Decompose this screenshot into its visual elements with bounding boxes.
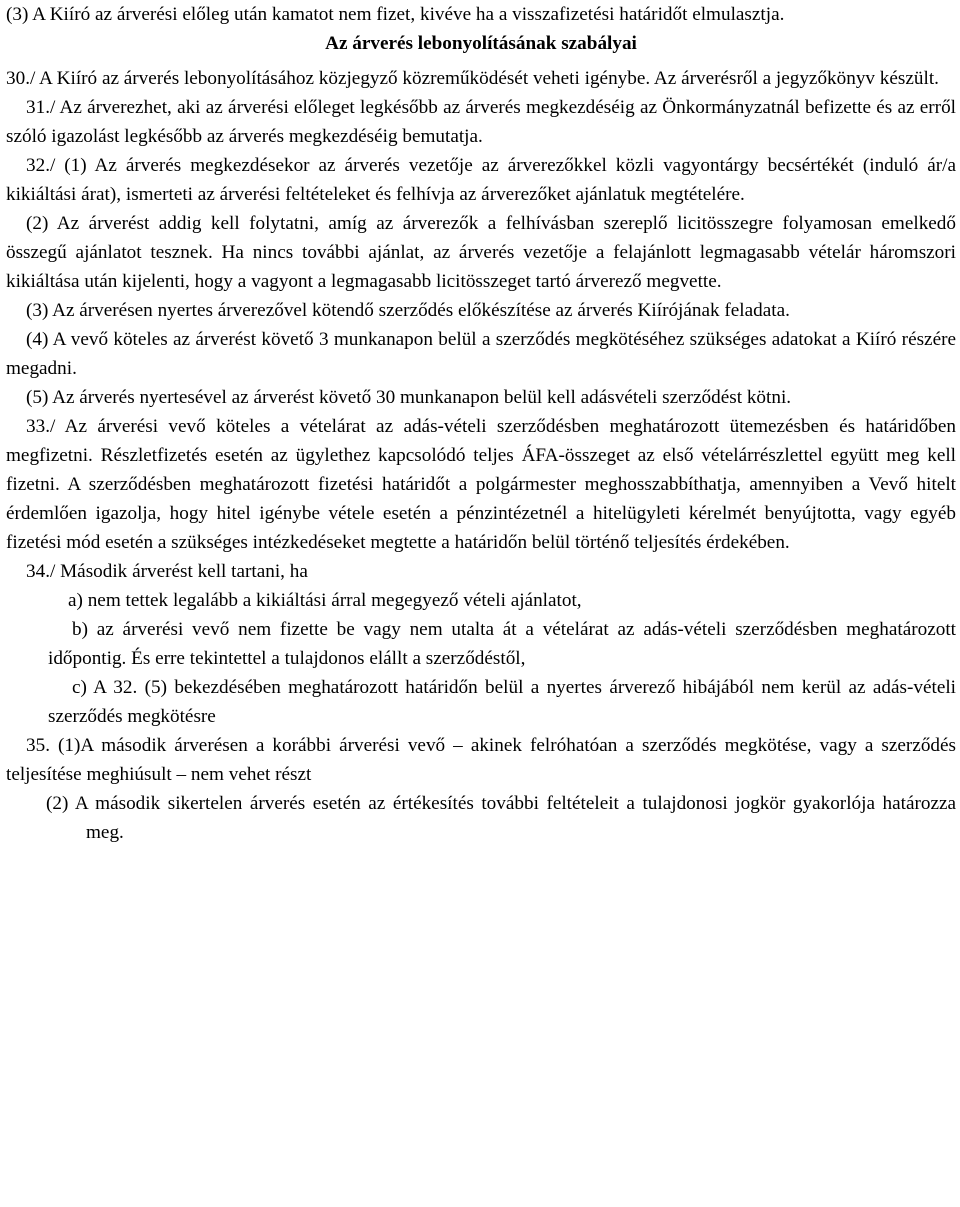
paragraph-30: 30./ A Kiíró az árverés lebonyolításához közjegyző közreműködését veheti igénybe. Az árverésről a jegyzőkönyv készült.	[6, 68, 939, 89]
paragraph-35-1: 35. (1)A második árverésen a korábbi árverési vevő – akinek felróhatóan a szerződés megkötése, vagy a szerződés teljesítése meghiúsult – nem vehet részt	[6, 735, 956, 785]
paragraph-32-1: 32./ (1) Az árverés megkezdésekor az árverés vezetője az árverezőkkel közli vagyontárgy becsértékét (induló ár/a kikiáltási árat), ismerteti az árverési feltételeket és felhívja az árverezőket ajánlatuk megtételére.	[6, 155, 956, 205]
section-heading: Az árverés lebonyolításának szabályai	[325, 33, 637, 54]
paragraph-32-5: (5) Az árverés nyertesével az árverést követő 30 munkanapon belül kell adásvételi szerződést kötni.	[26, 387, 792, 408]
paragraph-31: 31./ Az árverezhet, aki az árverési előleget legkésőbb az árverés megkezdéséig az Önkormányzatnál befizette és az erről szóló igazolást legkésőbb az árverés megkezdéséig bemutatja.	[6, 97, 956, 147]
paragraph-previous-3: (3) A Kiíró az árverési előleg után kamatot nem fizet, kivéve ha a visszafizetési határidőt elmulasztja.	[6, 4, 785, 25]
paragraph-32-3: (3) Az árverésen nyertes árverezővel kötendő szerződés előkészítése az árverés Kiírójának feladata.	[26, 300, 790, 321]
paragraph-33: 33./ Az árverési vevő köteles a vételárat az adás-vételi szerződésben meghatározott ütemezésben és határidőben megfizetni. Részletfizetés esetén az ügylethez kapcsolódó teljes ÁFA-összeget az első vételárrészlettel együtt meg kell fizetni. A szerződésben meghatározott fizetési határidőt a polgármester meghosszabbíthatja, amennyiben a Vevő hitelt érdemlően igazolja, hogy hitel igénybe vétele esetén a pénzintézetnél a hitelügyleti kérelmét benyújtotta, vagy egyéb fizetési mód esetén a szükséges intézkedéseket megtette a határidőn belül történő teljesítés érdekében.	[6, 416, 956, 553]
paragraph-32-4: (4) A vevő köteles az árverést követő 3 munkanapon belül a szerződés megkötéséhez szükséges adatokat a Kiíró részére megadni.	[6, 329, 956, 379]
paragraph-34: 34./ Második árverést kell tartani, ha	[26, 561, 308, 582]
paragraph-32-2: (2) Az árverést addig kell folytatni, amíg az árverezők a felhívásban szereplő licitösszegre folyamosan emelkedő összegű ajánlatot tesznek. Ha nincs további ajánlat, az árverés vezetője a felajánlott legmagasabb vételár háromszori kikiáltása után kijelenti, hogy a vagyont a legmagasabb licitösszeget tartó árverező megvette.	[6, 213, 956, 292]
paragraph-35-2: (2) A második sikertelen árverés esetén az értékesítés további feltételeit a tulajdonosi jogkör gyakorlója határozza meg.	[46, 793, 956, 843]
paragraph-34-a: a) nem tettek legalább a kikiáltási árral megegyező vételi ajánlatot,	[68, 590, 582, 611]
paragraph-34-c: c) A 32. (5) bekezdésében meghatározott határidőn belül a nyertes árverező hibájából nem kerül az adás-vételi szerződés megkötésre	[48, 677, 956, 727]
paragraph-34-b: b) az árverési vevő nem fizette be vagy nem utalta át a vételárat az adás-vételi szerződésben meghatározott időpontig. És erre tekintettel a tulajdonos elállt a szerződéstől,	[48, 619, 956, 669]
